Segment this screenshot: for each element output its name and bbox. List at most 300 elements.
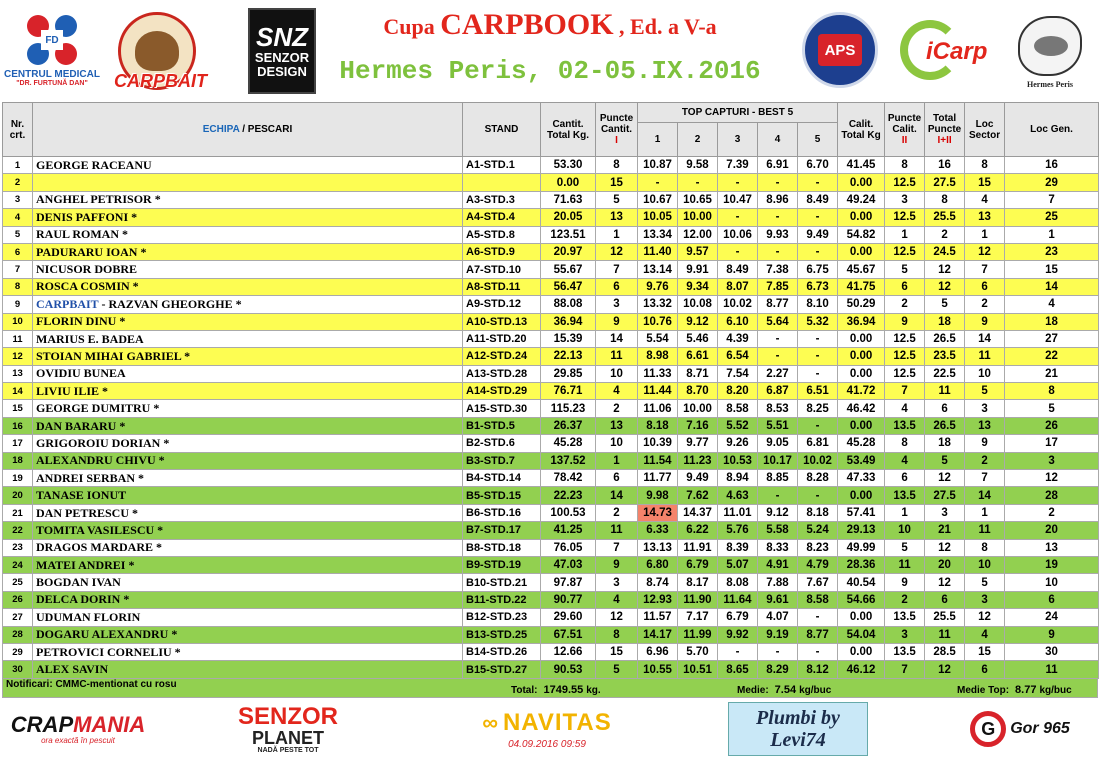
row-puncte-cantit: 5 — [596, 661, 638, 678]
row-top-1: 10.55 — [638, 661, 678, 678]
row-loc-gen: 26 — [1005, 417, 1099, 434]
row-puncte-calit: 5 — [885, 261, 925, 278]
row-calit: 40.54 — [838, 574, 885, 591]
row-top-1: 11.06 — [638, 400, 678, 417]
row-nr: 30 — [3, 661, 33, 678]
row-nr: 22 — [3, 522, 33, 539]
row-top-5: - — [798, 365, 838, 382]
row-puncte-calit: 12.5 — [885, 209, 925, 226]
row-top-4: 8.77 — [758, 296, 798, 313]
row-cantit: 71.63 — [541, 191, 596, 208]
row-puncte-cantit: 1 — [596, 226, 638, 243]
row-name: DELCA DORIN * — [33, 591, 463, 608]
table-row — [3, 574, 1099, 591]
row-stand: B2-STD.6 — [463, 435, 541, 452]
col-calit: Calit. Total Kg — [838, 103, 885, 157]
row-top-3: 8.39 — [718, 539, 758, 556]
row-loc-gen: 12 — [1005, 470, 1099, 487]
row-top-4: - — [758, 643, 798, 660]
row-puncte-calit: 6 — [885, 278, 925, 295]
page-subtitle: Hermes Peris, 02-05.IX.2016 — [339, 56, 761, 86]
row-cantit: 20.97 — [541, 243, 596, 260]
row-puncte-cantit: 15 — [596, 174, 638, 191]
row-top-1: 11.77 — [638, 470, 678, 487]
row-top-2: 5.70 — [678, 643, 718, 660]
row-cantit: 67.51 — [541, 626, 596, 643]
row-top-1: 11.57 — [638, 609, 678, 626]
row-stand: B11-STD.22 — [463, 591, 541, 608]
title-suffix: , Ed. a V-a — [613, 14, 717, 39]
row-cantit: 90.53 — [541, 661, 596, 678]
row-nr: 2 — [3, 174, 33, 191]
row-top-4: 7.88 — [758, 574, 798, 591]
row-calit: 57.41 — [838, 504, 885, 521]
row-puncte-calit: 2 — [885, 591, 925, 608]
row-loc-sector: 10 — [965, 556, 1005, 573]
carpbait-wordmark: CARPBAIT — [114, 71, 207, 91]
row-calit: 50.29 — [838, 296, 885, 313]
row-puncte-calit: 7 — [885, 383, 925, 400]
row-loc-sector: 6 — [965, 661, 1005, 678]
notificari-note: Notificari: CMMC-mentionat cu rosu — [6, 679, 177, 690]
row-cantit: 15.39 — [541, 330, 596, 347]
row-cantit: 97.87 — [541, 574, 596, 591]
row-cantit: 53.30 — [541, 157, 596, 174]
row-total-puncte: 27.5 — [925, 487, 965, 504]
row-puncte-cantit: 5 — [596, 191, 638, 208]
row-puncte-calit: 8 — [885, 435, 925, 452]
col-puncte-calit: Puncte Calit. II — [885, 103, 925, 157]
row-puncte-calit: 4 — [885, 452, 925, 469]
row-calit: 0.00 — [838, 348, 885, 365]
row-top-2: 10.00 — [678, 400, 718, 417]
medie-value: 7.54 — [774, 684, 797, 696]
row-puncte-calit: 10 — [885, 522, 925, 539]
row-puncte-calit: 12.5 — [885, 174, 925, 191]
col-pescari-label: / PESCARI — [239, 124, 293, 135]
total-summary: Total: 1749.55 kg. — [511, 684, 601, 696]
row-puncte-calit: 3 — [885, 191, 925, 208]
row-cantit: 12.66 — [541, 643, 596, 660]
row-puncte-calit: 13.5 — [885, 487, 925, 504]
row-top-4: 8.53 — [758, 400, 798, 417]
row-stand — [463, 174, 541, 191]
row-top-2: - — [678, 174, 718, 191]
row-top-2: 9.58 — [678, 157, 718, 174]
row-top-3: 5.76 — [718, 522, 758, 539]
row-top-1: 10.76 — [638, 313, 678, 330]
row-cantit: 56.47 — [541, 278, 596, 295]
row-top-3: - — [718, 643, 758, 660]
row-loc-gen: 3 — [1005, 452, 1099, 469]
row-puncte-cantit: 4 — [596, 383, 638, 400]
row-nr: 21 — [3, 504, 33, 521]
row-top-1: 8.98 — [638, 348, 678, 365]
table-row — [3, 487, 1099, 504]
row-top-2: 12.00 — [678, 226, 718, 243]
row-name: TANASE IONUT — [33, 487, 463, 504]
row-total-puncte: 27.5 — [925, 174, 965, 191]
row-calit: 53.49 — [838, 452, 885, 469]
senzor-slogan: NADĂ PESTE TOT — [257, 746, 319, 754]
row-loc-sector: 1 — [965, 226, 1005, 243]
row-top-1: 13.34 — [638, 226, 678, 243]
row-puncte-cantit: 14 — [596, 330, 638, 347]
row-top-2: 8.70 — [678, 383, 718, 400]
row-top-3: 4.63 — [718, 487, 758, 504]
row-cantit: 41.25 — [541, 522, 596, 539]
row-calit: 0.00 — [838, 417, 885, 434]
row-total-puncte: 18 — [925, 313, 965, 330]
row-nr: 12 — [3, 348, 33, 365]
row-cantit: 137.52 — [541, 452, 596, 469]
row-stand: A7-STD.10 — [463, 261, 541, 278]
results-table — [2, 102, 1099, 679]
row-top-3: 8.49 — [718, 261, 758, 278]
col-loc-sector: Loc Sector — [965, 103, 1005, 157]
row-cantit: 100.53 — [541, 504, 596, 521]
row-cantit: 90.77 — [541, 591, 596, 608]
row-loc-sector: 4 — [965, 626, 1005, 643]
row-top-5: - — [798, 330, 838, 347]
row-top-4: 8.85 — [758, 470, 798, 487]
icarp-wordmark: iCarp — [926, 38, 988, 65]
timestamp: 04.09.2016 09:59 — [508, 738, 586, 750]
row-total-puncte: 28.5 — [925, 643, 965, 660]
row-top-4: 9.61 — [758, 591, 798, 608]
row-nr: 25 — [3, 574, 33, 591]
senzor-planet-logo — [228, 700, 348, 758]
row-loc-gen: 30 — [1005, 643, 1099, 660]
row-puncte-cantit: 10 — [596, 435, 638, 452]
row-top-2: 10.65 — [678, 191, 718, 208]
table-row — [3, 157, 1099, 174]
row-top-5: - — [798, 348, 838, 365]
row-cantit: 123.51 — [541, 226, 596, 243]
row-loc-gen: 28 — [1005, 487, 1099, 504]
row-loc-gen: 7 — [1005, 191, 1099, 208]
row-nr: 13 — [3, 365, 33, 382]
row-nr: 11 — [3, 330, 33, 347]
row-total-puncte: 22.5 — [925, 365, 965, 382]
row-top-4: - — [758, 243, 798, 260]
table-row — [3, 365, 1099, 382]
row-stand: A1-STD.1 — [463, 157, 541, 174]
row-calit: 54.82 — [838, 226, 885, 243]
row-top-4: 6.91 — [758, 157, 798, 174]
aps-logo — [800, 10, 880, 90]
row-stand: A8-STD.11 — [463, 278, 541, 295]
row-puncte-calit: 6 — [885, 470, 925, 487]
col-loc-gen: Loc Gen. — [1005, 103, 1099, 157]
row-puncte-cantit: 7 — [596, 261, 638, 278]
plumbi-line1: Plumbi by — [756, 707, 840, 729]
gor-word: Gor 965 — [1010, 720, 1070, 737]
plumbi-levi-logo — [728, 702, 868, 756]
table-row — [3, 522, 1099, 539]
row-calit: 36.94 — [838, 313, 885, 330]
row-top-1: 9.98 — [638, 487, 678, 504]
row-stand: A3-STD.3 — [463, 191, 541, 208]
row-cantit: 36.94 — [541, 313, 596, 330]
row-top-3: 7.39 — [718, 157, 758, 174]
row-top-1: 14.73 — [638, 504, 678, 521]
row-name: DRAGOS MARDARE * — [33, 539, 463, 556]
row-top-1: 9.76 — [638, 278, 678, 295]
row-puncte-calit: 12.5 — [885, 243, 925, 260]
row-cantit: 55.67 — [541, 261, 596, 278]
row-top-1: 6.80 — [638, 556, 678, 573]
row-top-1: 12.93 — [638, 591, 678, 608]
navitas-infinity-icon: ∞ — [482, 709, 499, 735]
row-puncte-cantit: 1 — [596, 452, 638, 469]
row-top-2: 7.17 — [678, 609, 718, 626]
row-total-puncte: 11 — [925, 383, 965, 400]
row-loc-sector: 3 — [965, 591, 1005, 608]
row-top-4: 7.38 — [758, 261, 798, 278]
row-total-puncte: 3 — [925, 504, 965, 521]
snz-line1: SENZOR — [254, 50, 310, 65]
row-top-3: 10.53 — [718, 452, 758, 469]
row-top-3: 10.47 — [718, 191, 758, 208]
row-top-4: 6.87 — [758, 383, 798, 400]
row-top-3: 10.02 — [718, 296, 758, 313]
row-stand: A9-STD.12 — [463, 296, 541, 313]
row-top-5: - — [798, 174, 838, 191]
row-top-4: 4.91 — [758, 556, 798, 573]
row-nr: 24 — [3, 556, 33, 573]
row-top-2: 14.37 — [678, 504, 718, 521]
row-calit: 46.12 — [838, 661, 885, 678]
row-loc-sector: 10 — [965, 365, 1005, 382]
row-top-1: 10.87 — [638, 157, 678, 174]
row-calit: 0.00 — [838, 243, 885, 260]
row-top-5: 6.81 — [798, 435, 838, 452]
row-puncte-calit: 2 — [885, 296, 925, 313]
row-loc-gen: 13 — [1005, 539, 1099, 556]
row-nr: 5 — [3, 226, 33, 243]
row-cantit: 0.00 — [541, 174, 596, 191]
row-stand: B12-STD.23 — [463, 609, 541, 626]
navitas-word: NAVITAS — [502, 708, 612, 736]
row-total-puncte: 12 — [925, 261, 965, 278]
row-loc-sector: 7 — [965, 261, 1005, 278]
row-puncte-cantit: 3 — [596, 296, 638, 313]
row-top-1: 13.14 — [638, 261, 678, 278]
row-puncte-cantit: 13 — [596, 209, 638, 226]
snz-mark: SNZ — [256, 22, 308, 52]
row-top-4: 8.96 — [758, 191, 798, 208]
row-top-3: 9.26 — [718, 435, 758, 452]
row-puncte-cantit: 2 — [596, 400, 638, 417]
row-nr: 3 — [3, 191, 33, 208]
row-cantit: 29.85 — [541, 365, 596, 382]
row-nr: 9 — [3, 296, 33, 313]
row-top-5: 10.02 — [798, 452, 838, 469]
row-loc-sector: 2 — [965, 452, 1005, 469]
icarp-logo — [900, 16, 996, 88]
row-top-5: 6.51 — [798, 383, 838, 400]
row-nr: 19 — [3, 470, 33, 487]
row-cantit: 76.71 — [541, 383, 596, 400]
row-top-1: - — [638, 174, 678, 191]
row-top-5: 8.10 — [798, 296, 838, 313]
table-row — [3, 191, 1099, 208]
row-loc-sector: 15 — [965, 174, 1005, 191]
row-stand: B6-STD.16 — [463, 504, 541, 521]
row-top-2: 6.22 — [678, 522, 718, 539]
aps-mark: APS — [818, 34, 862, 66]
row-puncte-calit: 1 — [885, 504, 925, 521]
row-cantit: 22.23 — [541, 487, 596, 504]
row-stand: A15-STD.30 — [463, 400, 541, 417]
row-top-1: 11.33 — [638, 365, 678, 382]
medie-summary: Medie: 7.54 kg/buc — [737, 684, 832, 696]
crap-word: CRAP — [10, 711, 74, 737]
medie-top-summary: Medie Top: 8.77 kg/buc — [957, 684, 1072, 696]
hermes-peris-label: Hermes Peris — [1027, 79, 1073, 89]
row-loc-gen: 21 — [1005, 365, 1099, 382]
medie-top-value: 8.77 — [1015, 684, 1037, 696]
row-cantit: 47.03 — [541, 556, 596, 573]
row-top-4: 5.58 — [758, 522, 798, 539]
row-cantit: 20.05 — [541, 209, 596, 226]
row-stand: A5-STD.8 — [463, 226, 541, 243]
row-puncte-calit: 13.5 — [885, 609, 925, 626]
row-top-5: 9.49 — [798, 226, 838, 243]
row-loc-sector: 14 — [965, 487, 1005, 504]
row-loc-gen: 8 — [1005, 383, 1099, 400]
row-stand: B9-STD.19 — [463, 556, 541, 573]
row-puncte-calit: 9 — [885, 574, 925, 591]
row-stand: B4-STD.14 — [463, 470, 541, 487]
row-total-puncte: 11 — [925, 626, 965, 643]
medical-cross-icon — [27, 15, 77, 65]
gor965-logo — [952, 700, 1088, 758]
row-top-3: 8.08 — [718, 574, 758, 591]
row-total-puncte: 5 — [925, 452, 965, 469]
table-row — [3, 209, 1099, 226]
col-top-capturi: TOP CAPTURI - BEST 5 — [638, 103, 838, 123]
row-name: ALEXANDRU CHIVU * — [33, 452, 463, 469]
row-stand: B13-STD.25 — [463, 626, 541, 643]
row-top-5: 8.49 — [798, 191, 838, 208]
row-puncte-cantit: 6 — [596, 278, 638, 295]
row-puncte-calit: 13.5 — [885, 643, 925, 660]
row-top-5: 5.32 — [798, 313, 838, 330]
col-echipa-label: ECHIPA — [202, 124, 240, 135]
row-nr: 1 — [3, 157, 33, 174]
row-top-2: 9.91 — [678, 261, 718, 278]
row-top-2: 6.61 — [678, 348, 718, 365]
row-name: GEORGE RACEANU — [33, 157, 463, 174]
table-row — [3, 591, 1099, 608]
row-loc-sector: 8 — [965, 539, 1005, 556]
row-total-puncte: 21 — [925, 522, 965, 539]
row-calit: 0.00 — [838, 330, 885, 347]
row-name: DAN PETRESCU * — [33, 504, 463, 521]
row-loc-gen: 14 — [1005, 278, 1099, 295]
row-top-5: 5.24 — [798, 522, 838, 539]
row-calit: 46.42 — [838, 400, 885, 417]
row-nr: 29 — [3, 643, 33, 660]
row-top-2: 9.12 — [678, 313, 718, 330]
row-loc-gen: 24 — [1005, 609, 1099, 626]
hermes-peris-logo — [1008, 8, 1092, 96]
centru-medical-line1: CENTRUL MEDICAL — [4, 69, 100, 80]
row-loc-sector: 15 — [965, 643, 1005, 660]
table-row — [3, 313, 1099, 330]
row-calit: 28.36 — [838, 556, 885, 573]
row-loc-gen: 23 — [1005, 243, 1099, 260]
row-stand: A11-STD.20 — [463, 330, 541, 347]
row-top-3: 6.54 — [718, 348, 758, 365]
col-top-4: 4 — [758, 123, 798, 157]
row-calit: 0.00 — [838, 609, 885, 626]
row-puncte-cantit: 7 — [596, 539, 638, 556]
row-top-2: 7.16 — [678, 417, 718, 434]
row-total-puncte: 25.5 — [925, 609, 965, 626]
row-top-5: 8.18 — [798, 504, 838, 521]
row-loc-sector: 12 — [965, 243, 1005, 260]
row-puncte-calit: 4 — [885, 400, 925, 417]
row-calit: 0.00 — [838, 209, 885, 226]
row-loc-gen: 2 — [1005, 504, 1099, 521]
table-row — [3, 609, 1099, 626]
col-nr: Nr. crt. — [3, 103, 33, 157]
row-top-3: 6.79 — [718, 609, 758, 626]
row-loc-sector: 1 — [965, 504, 1005, 521]
mania-word: MANIA — [73, 711, 146, 737]
row-cantit: 78.42 — [541, 470, 596, 487]
row-calit: 0.00 — [838, 365, 885, 382]
snz-line2: DESIGN — [257, 64, 307, 79]
row-total-puncte: 26.5 — [925, 330, 965, 347]
table-row — [3, 661, 1099, 678]
table-row — [3, 556, 1099, 573]
results-body — [3, 157, 1099, 679]
row-top-3: 8.20 — [718, 383, 758, 400]
row-loc-sector: 11 — [965, 348, 1005, 365]
table-row — [3, 539, 1099, 556]
row-cantit: 88.08 — [541, 296, 596, 313]
row-name: DAN BARARU * — [33, 417, 463, 434]
row-top-3: 8.58 — [718, 400, 758, 417]
row-top-2: 8.71 — [678, 365, 718, 382]
row-loc-sector: 11 — [965, 522, 1005, 539]
row-top-2: 10.08 — [678, 296, 718, 313]
row-top-3: - — [718, 174, 758, 191]
row-name: PETROVICI CORNELIU * — [33, 643, 463, 660]
row-loc-gen: 27 — [1005, 330, 1099, 347]
row-top-3: - — [718, 209, 758, 226]
row-total-puncte: 18 — [925, 435, 965, 452]
row-top-4: - — [758, 209, 798, 226]
row-loc-gen: 4 — [1005, 296, 1099, 313]
row-total-puncte: 8 — [925, 191, 965, 208]
row-puncte-cantit: 8 — [596, 157, 638, 174]
row-top-1: 10.67 — [638, 191, 678, 208]
row-name: ANGHEL PETRISOR * — [33, 191, 463, 208]
table-row — [3, 504, 1099, 521]
row-total-puncte: 16 — [925, 157, 965, 174]
col-cantit: Cantit. Total Kg. — [541, 103, 596, 157]
col-stand: STAND — [463, 103, 541, 157]
row-name: GEORGE DUMITRU * — [33, 400, 463, 417]
row-top-5: 8.77 — [798, 626, 838, 643]
row-loc-gen: 18 — [1005, 313, 1099, 330]
row-puncte-calit: 9 — [885, 313, 925, 330]
